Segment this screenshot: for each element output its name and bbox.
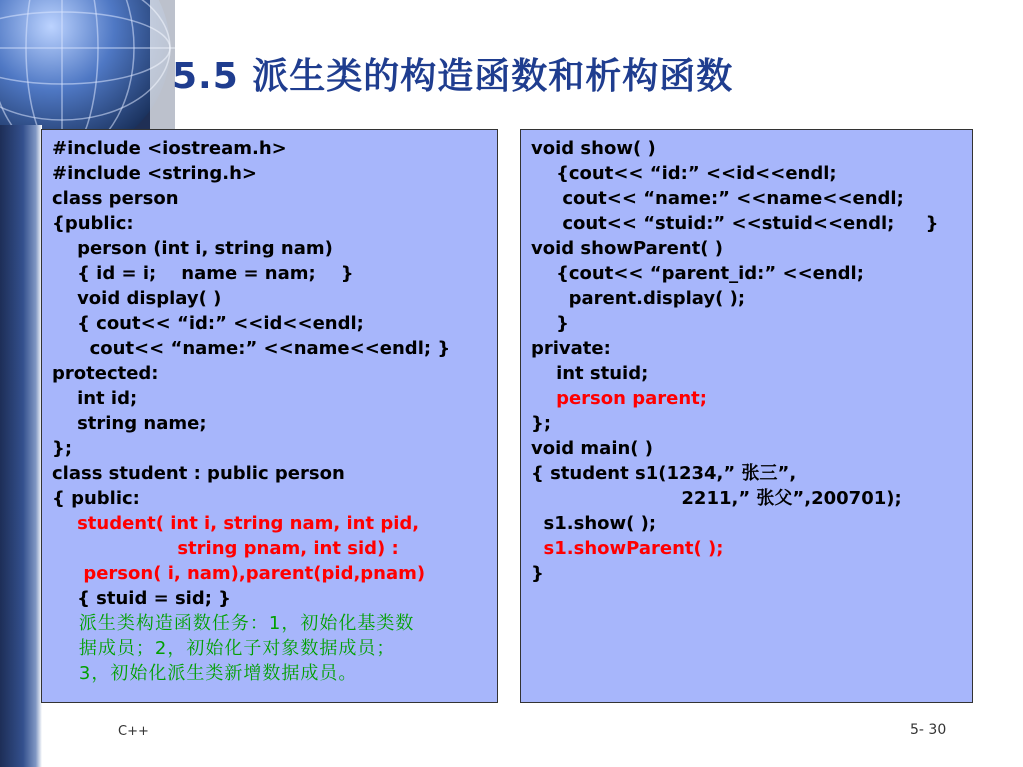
code-line: person parent; [531, 388, 707, 409]
code-line: { cout<< “id:” <<id<<endl; [52, 313, 364, 334]
code-line: parent.display( ); [531, 288, 746, 309]
code-line: s1.show( ); [531, 513, 657, 534]
code-line: } [531, 563, 544, 584]
code-line: 2211,” 张父”,200701); [531, 488, 902, 509]
code-line: class person [52, 188, 179, 209]
code-line: { id = i; name = nam; } [52, 263, 354, 284]
code-line: void display( ) [52, 288, 222, 309]
code-line: cout<< “name:” <<name<<endl; [531, 188, 904, 209]
code-line: student( int i, string nam, int pid, [52, 513, 420, 534]
code-line: void show( ) [531, 138, 656, 159]
code-line: {cout<< “parent_id:” <<endl; [531, 263, 864, 284]
code-line: {public: [52, 213, 134, 234]
footer-course-label: C++ [118, 724, 149, 739]
code-line: class student : public person [52, 463, 345, 484]
code-line: } [531, 313, 569, 334]
slide-title: 5.5 派生类的构造函数和析构函数 [172, 56, 734, 97]
code-line: { student s1(1234,” 张三”, [531, 463, 797, 484]
code-line: private: [531, 338, 611, 359]
code-line: cout<< “name:” <<name<<endl; } [52, 338, 451, 359]
code-line: void main( ) [531, 438, 654, 459]
code-line: 据成员；2，初始化子对象数据成员； [52, 638, 396, 659]
code-line: {cout<< “id:” <<id<<endl; [531, 163, 837, 184]
code-line: protected: [52, 363, 159, 384]
code-panel-right [520, 129, 973, 703]
code-line: string name; [52, 413, 207, 434]
code-line: { stuid = sid; } [52, 588, 231, 609]
left-decorative-strip [0, 125, 42, 767]
footer-page-number: 5- 30 [910, 722, 947, 738]
code-line: 3，初始化派生类新增数据成员。 [52, 663, 358, 684]
code-line: cout<< “stuid:” <<stuid<<endl; } [531, 213, 939, 234]
code-line: int id; [52, 388, 138, 409]
code-line: void showParent( ) [531, 238, 724, 259]
code-panel-left [41, 129, 498, 703]
code-line: 派生类构造函数任务：1，初始化基类数 [52, 613, 415, 634]
code-line: }; [52, 438, 73, 459]
globe-decoration [0, 0, 175, 135]
code-line: person( i, nam),parent(pid,pnam) [52, 563, 426, 584]
code-line: person (int i, string nam) [52, 238, 333, 259]
code-line: #include <iostream.h> [52, 138, 287, 159]
code-line: string pnam, int sid) : [52, 538, 399, 559]
code-line: s1.showParent( ); [531, 538, 724, 559]
code-line: { public: [52, 488, 140, 509]
code-line: int stuid; [531, 363, 649, 384]
code-line: }; [531, 413, 552, 434]
code-line: #include <string.h> [52, 163, 257, 184]
